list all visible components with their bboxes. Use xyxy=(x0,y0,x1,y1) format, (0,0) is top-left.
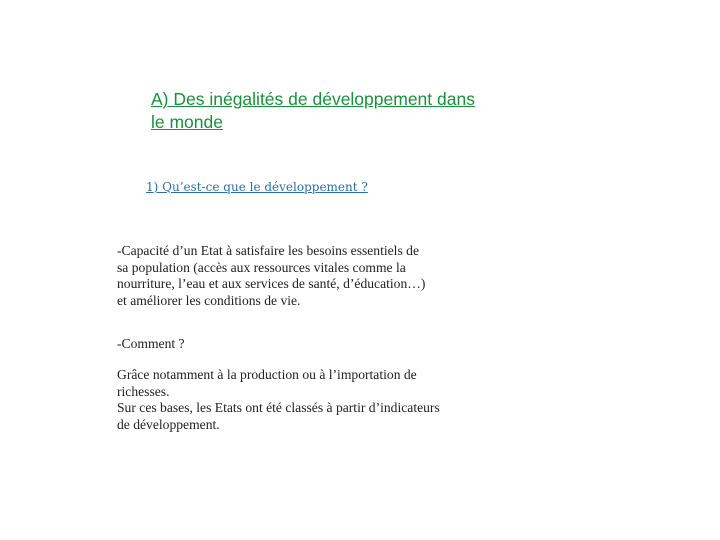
definition-line: nourriture, l’eau et aux services de santé, d’éducation…) xyxy=(117,276,426,291)
section-title-line: le monde xyxy=(151,112,223,132)
section-title xyxy=(151,88,511,134)
section-title-line: A) Des inégalités de développement dans xyxy=(151,89,475,109)
definition-line: -Capacité d’un Etat à satisfaire les besoins essentiels de xyxy=(117,243,419,258)
definition-line: sa population (accès aux ressources vitales comme la xyxy=(117,259,406,275)
definition-paragraph xyxy=(117,243,497,309)
question-paragraph xyxy=(117,336,497,353)
question-line: -Comment ? xyxy=(117,336,185,351)
answer-line: Sur ces bases, les Etats ont été classés à partir d’indicateurs xyxy=(117,400,440,415)
answer-line: de développement. xyxy=(117,416,220,432)
definition-line: et améliorer les conditions de vie. xyxy=(117,292,301,308)
subsection-title: 1) Qu’est-ce que le développement ? xyxy=(146,180,368,194)
answer-paragraph xyxy=(117,367,497,433)
answer-line: Grâce notamment à la production ou à l’importation de xyxy=(117,367,417,382)
answer-line: richesses. xyxy=(117,383,170,399)
